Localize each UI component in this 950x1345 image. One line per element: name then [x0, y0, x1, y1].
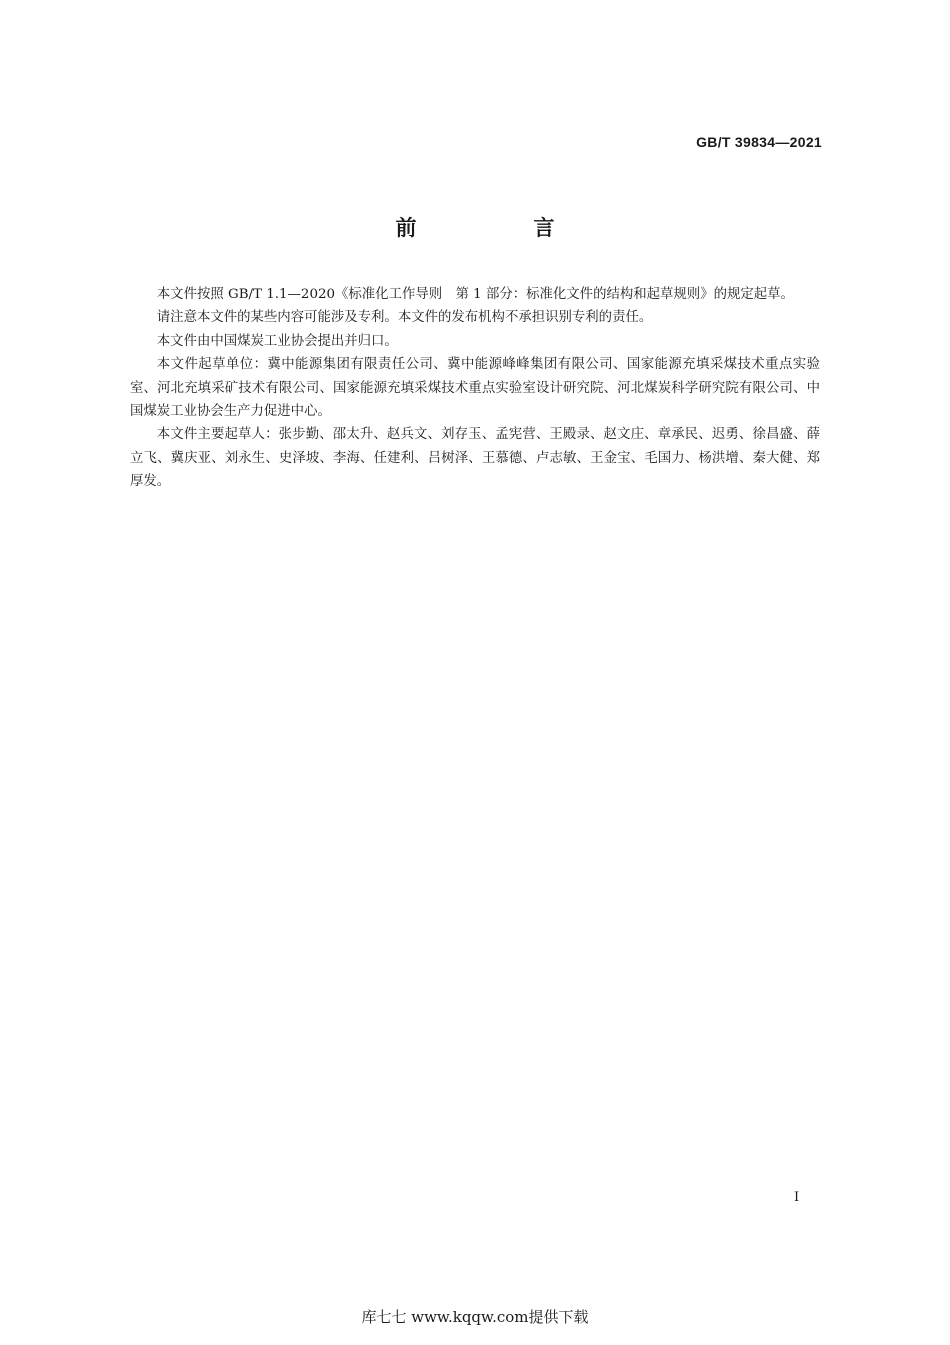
- download-footer: 库七七 www.kqqw.com提供下载: [361, 1308, 589, 1326]
- page-number: I: [794, 1190, 800, 1205]
- foreword-body: [130, 283, 820, 494]
- paragraph-drafting-units: 本文件起草单位：冀中能源集团有限责任公司、冀中能源峰峰集团有限公司、国家能源充填采煤技术重点实验室、河北充填采矿技术有限公司、国家能源充填采煤技术重点实验室设计研究院、河北煤炭科学研究院有限公司、中国煤炭工业协会生产力促进中心。: [130, 357, 820, 420]
- paragraph-proposer: 本文件由中国煤炭工业协会提出并归口。: [156, 333, 398, 349]
- paragraph-patent-notice: 请注意本文件的某些内容可能涉及专利。本文件的发布机构不承担识别专利的责任。: [156, 310, 653, 326]
- page-title: 前 言: [395, 216, 603, 240]
- standard-number: GB/T 39834—2021: [696, 134, 822, 150]
- paragraph-drafting-rules: 本文件按照 GB/T 1.1—2020《标准化工作导则 第 1 部分：标准化文件的结构和起草规则》的规定起草。: [156, 287, 794, 302]
- paragraph-drafters: 本文件主要起草人：张步勤、邵太升、赵兵文、刘存玉、孟宪营、王殿录、赵文庄、章承民、迟勇、徐昌盛、薛立飞、冀庆亚、刘永生、史泽坡、李海、任建利、吕树泽、王慕德、卢志敏、王金宝、毛国力、杨洪增、秦大健、郑厚发。: [130, 427, 820, 490]
